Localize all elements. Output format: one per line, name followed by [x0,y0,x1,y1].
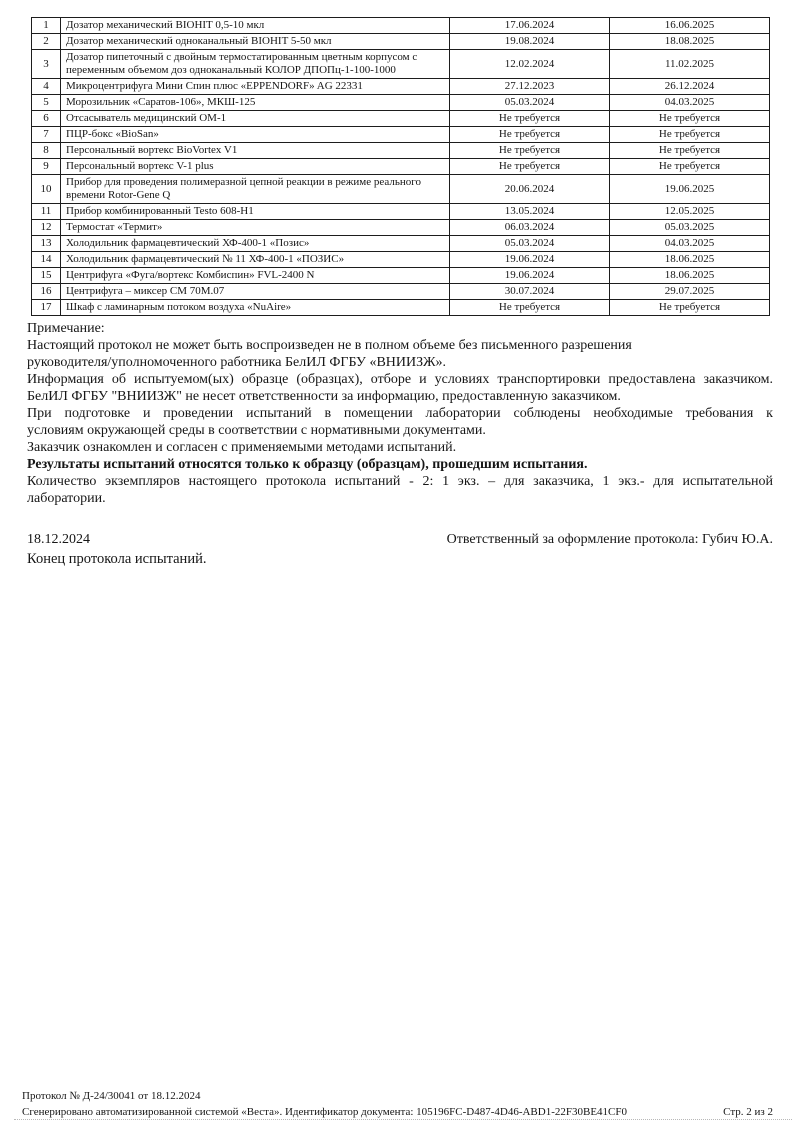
row-number-cell: 14 [32,252,61,268]
valid-until-date-cell: 18.06.2025 [610,252,770,268]
valid-until-date-cell: Не требуется [610,143,770,159]
footer-generated-info: Сгенерировано автоматизированной системой «Веста». Идентификатор документа: 105196FC-D487-4D46-ABD1-22F30BE41CF0 [22,1105,628,1118]
equipment-name-cell: Центрифуга «Фуга/вортекс Комбиспин» FVL-2400 N [61,268,450,284]
note-line: условиям окружающей среды в соответствии с нормативными документами. [27,423,486,438]
valid-until-date-cell: 11.02.2025 [610,50,770,79]
verification-date-cell: Не требуется [450,111,610,127]
table-row [32,284,770,300]
verification-date-cell: Не требуется [450,143,610,159]
equipment-name-cell: Отсасыватель медицинский ОМ-1 [61,111,450,127]
note-line: Количество экземпляров настоящего протокола испытаний - 2: 1 экз. – для заказчика, 1 экз.- для испытательной [27,474,773,489]
table-row [32,300,770,316]
table-row [32,50,770,79]
equipment-name-cell: Морозильник «Саратов-106», МКШ-125 [61,95,450,111]
table-row [32,95,770,111]
equipment-name-cell: Персональный вортекс BioVortex V1 [61,143,450,159]
table-row [32,127,770,143]
row-number-cell: 2 [32,34,61,50]
verification-date-cell: 12.02.2024 [450,50,610,79]
verification-date-cell: 06.03.2024 [450,220,610,236]
verification-date-cell: 20.06.2024 [450,175,610,204]
table-row [32,79,770,95]
verification-date-cell: 30.07.2024 [450,284,610,300]
notes-lines [27,337,773,507]
row-number-cell: 10 [32,175,61,204]
cropped-next-page-table-edge [14,1119,792,1123]
row-number-cell: 6 [32,111,61,127]
table-row [32,252,770,268]
equipment-name-cell: Персональный вортекс V-1 plus [61,159,450,175]
table-row [32,236,770,252]
verification-date-cell: 27.12.2023 [450,79,610,95]
valid-until-date-cell: Не требуется [610,127,770,143]
responsible-person: Ответственный за оформление протокола: Губич Ю.А. [446,532,773,547]
row-number-cell: 9 [32,159,61,175]
note-line: При подготовке и проведении испытаний в помещении лаборатории соблюдены необходимые требования к [27,406,773,421]
valid-until-date-cell: Не требуется [610,159,770,175]
note-line: Информация об испытуемом(ых) образце (образцах), отборе и условиях транспортировки предоставлена заказчиком. [27,372,773,387]
equipment-name-cell: Термостат «Термит» [61,220,450,236]
row-number-cell: 16 [32,284,61,300]
table-row [32,204,770,220]
verification-date-cell: 05.03.2024 [450,95,610,111]
verification-date-cell: 05.03.2024 [450,236,610,252]
equipment-table [31,17,770,316]
valid-until-date-cell: 29.07.2025 [610,284,770,300]
valid-until-date-cell: 18.06.2025 [610,268,770,284]
table-row [32,175,770,204]
note-line: БелИЛ ФГБУ "ВНИИЗЖ" не несет ответственности за информацию, предоставленную заказчиком. [27,389,621,404]
verification-date-cell: 19.06.2024 [450,252,610,268]
verification-date-cell: 13.05.2024 [450,204,610,220]
note-line: Настоящий протокол не может быть воспроизведен не в полном объеме без письменного разрешения [27,338,632,353]
note-line: Заказчик ознакомлен и согласен с применяемыми методами испытаний. [27,440,457,455]
valid-until-date-cell: Не требуется [610,300,770,316]
row-number-cell: 15 [32,268,61,284]
verification-date-cell: 17.06.2024 [450,18,610,34]
row-number-cell: 12 [32,220,61,236]
valid-until-date-cell: 04.03.2025 [610,95,770,111]
equipment-name-cell: ПЦР-бокс «BioSan» [61,127,450,143]
verification-date-cell: 19.06.2024 [450,268,610,284]
row-number-cell: 1 [32,18,61,34]
equipment-table-body [32,18,770,316]
table-row [32,143,770,159]
row-number-cell: 5 [32,95,61,111]
note-line: лаборатории. [27,491,106,506]
valid-until-date-cell: 05.03.2025 [610,220,770,236]
row-number-cell: 4 [32,79,61,95]
valid-until-date-cell: 18.08.2025 [610,34,770,50]
table-row [32,268,770,284]
row-number-cell: 17 [32,300,61,316]
equipment-name-cell: Холодильник фармацевтический ХФ-400-1 «Позис» [61,236,450,252]
equipment-name-cell: Холодильник фармацевтический № 11 ХФ-400-1 «ПОЗИС» [61,252,450,268]
valid-until-date-cell: 26.12.2024 [610,79,770,95]
equipment-name-cell: Прибор комбинированный Testo 608-H1 [61,204,450,220]
end-of-protocol: Конец протокола испытаний. [27,551,207,567]
note-line: Результаты испытаний относятся только к образцу (образцам), прошедшим испытания. [27,457,588,472]
table-row [32,18,770,34]
equipment-name-cell: Дозатор механический BIOHIT 0,5-10 мкл [61,18,450,34]
valid-until-date-cell: 04.03.2025 [610,236,770,252]
equipment-name-cell: Дозатор механический одноканальный BIOHIT 5-50 мкл [61,34,450,50]
page-footer [22,1089,773,1120]
row-number-cell: 11 [32,204,61,220]
row-number-cell: 3 [32,50,61,79]
equipment-name-cell: Микроцентрифуга Мини Спин плюс «EPPENDORF» AG 22331 [61,79,450,95]
table-row [32,220,770,236]
verification-date-cell: 19.08.2024 [450,34,610,50]
equipment-name-cell: Прибор для проведения полимеразной цепной реакции в режиме реального времени Rotor-Gene Q [61,175,450,204]
notes-title: Примечание: [27,321,105,336]
table-row [32,159,770,175]
protocol-date: 18.12.2024 [27,532,90,547]
verification-date-cell: Не требуется [450,300,610,316]
row-number-cell: 7 [32,127,61,143]
table-row [32,111,770,127]
verification-date-cell: Не требуется [450,127,610,143]
valid-until-date-cell: 12.05.2025 [610,204,770,220]
valid-until-date-cell: 19.06.2025 [610,175,770,204]
equipment-name-cell: Дозатор пипеточный с двойным термостатированным цветным корпусом с переменным объемом доз одноканальный КОЛОР ДПОПц-1-100-1000 [61,50,450,79]
valid-until-date-cell: Не требуется [610,111,770,127]
notes-section [27,320,773,507]
table-row [32,34,770,50]
verification-date-cell: Не требуется [450,159,610,175]
footer-protocol-number: Протокол № Д-24/30041 от 18.12.2024 [22,1090,201,1102]
valid-until-date-cell: 16.06.2025 [610,18,770,34]
footer-page-number: Стр. 2 из 2 [723,1105,773,1118]
signature-row [27,531,773,548]
equipment-name-cell: Центрифуга – миксер СМ 70М.07 [61,284,450,300]
equipment-name-cell: Шкаф с ламинарным потоком воздуха «NuAire» [61,300,450,316]
row-number-cell: 8 [32,143,61,159]
note-line: руководителя/уполномоченного работника БелИЛ ФГБУ «ВНИИЗЖ». [27,355,446,370]
row-number-cell: 13 [32,236,61,252]
